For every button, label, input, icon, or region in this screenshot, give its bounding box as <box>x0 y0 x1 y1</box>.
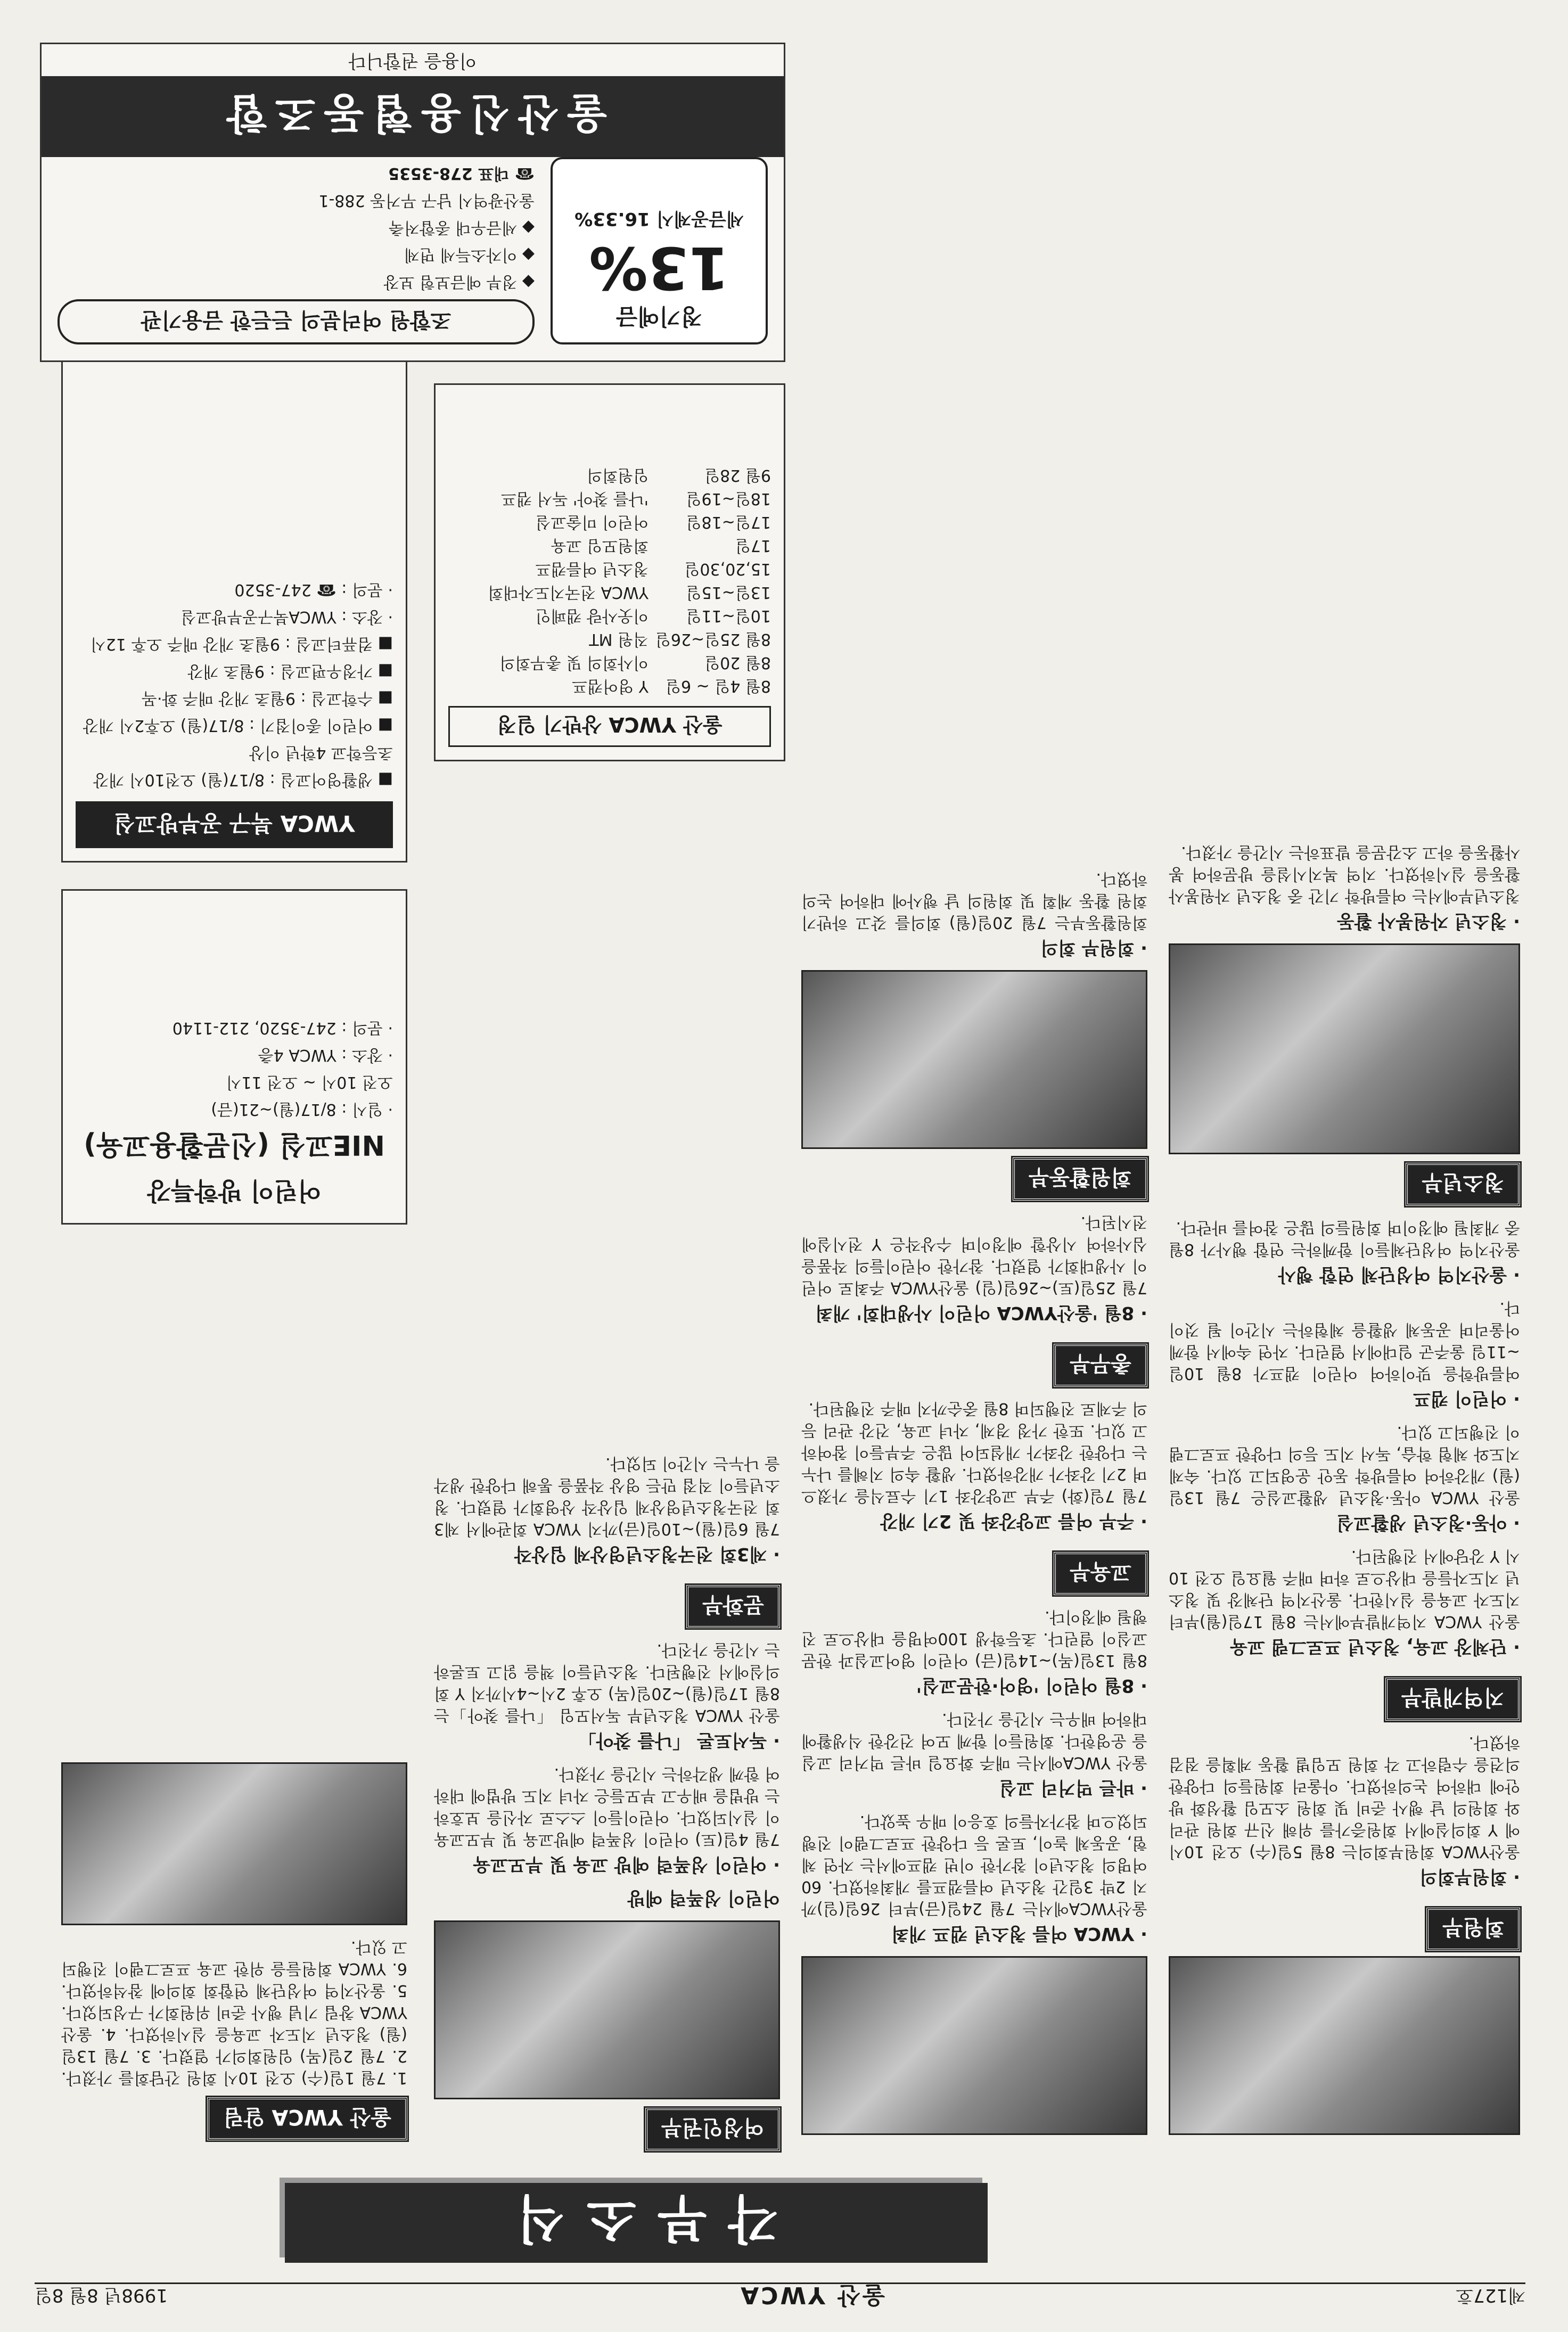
article-headline: · 울산지역 여성단체 연합 행사 <box>1278 1264 1520 1285</box>
article-headline: · 어린이 캠프 <box>1413 1388 1520 1409</box>
middle-column <box>801 863 1147 2172</box>
study-item: · 문의 : ☎ 247-3520 <box>234 580 393 599</box>
study-room-box <box>61 357 407 863</box>
meeting-photo <box>1169 1956 1520 2135</box>
section-tag: 청소년부 <box>1406 1163 1520 1206</box>
article-headline: · 청소년 자원봉사 활동 <box>1336 910 1520 932</box>
article-body: 7월 6일(월)~10일(금)까지 YWCA 회관에서 제3회 전국청소년영상제 입상작 상영회가 열렸다. 청소년들이 직접 만든 영상 작품을 통해 다양한 생각을 나누는 시간이 되었다. <box>434 1454 780 1538</box>
ad-item: ◆ 이자소득세 면제 <box>404 245 535 264</box>
ad-item: ◆ 정부 예금보험 보장 <box>383 273 535 291</box>
nie-place: · 장소 : YWCA 4층 <box>258 1046 393 1064</box>
article-body: 울산 YWCA에서는 매주 화요일 바른 먹거리 교실을 운영한다. 회원들이 함께 모여 건강한 식생활에 대하여 배우는 시간을 가진다. <box>801 1710 1147 1772</box>
section-tag: 지역개발부 <box>1385 1678 1520 1721</box>
rate-value: 13% <box>589 234 729 302</box>
schedule-row: 18일~19일 '나를 찾아' 독서 캠프 <box>501 489 771 508</box>
ad-address: 울산광역시 남구 무거동 288-1 <box>318 191 535 210</box>
article-body: 8월 13일(목)~14일(금) 어린이 영어교실과 한문교실이 열린다. 초등학생 100여명을 대상으로 진행될 예정이다. <box>801 1607 1147 1670</box>
page-header <box>35 2282 1525 2311</box>
youth-photo <box>1169 943 1520 1154</box>
study-item: ■ 어린이 종이접기 : 8/17(월) 오후2시 개강 <box>83 716 393 735</box>
article-headline: · 독서토론 「나를 찾아」 <box>578 1730 780 1751</box>
notice-body: 1. 7월 1일(수) 오전 10시 회원 간담회를 가졌다. 2. 7월 2일(목) 임원회의가 열렸다. 3. 7월 13일(월) 청소년 지도자 교육을 실시하였다. 4. 울산YWCA 창립 기념 행사 준비 위원회가 구성되었다. 5. 울산지역 여성단체 연합회 회의에 참석하였다. 6. YWCA 회원들을 위한 교육 프로그램이 진행되고 있다. <box>61 1937 407 2087</box>
left-column <box>1169 836 1520 2172</box>
article-body: 울산YWCA에서는 7월 24일(금)부터 26일(일)까지 2박 3일간 청소년 여름캠프를 개최하였다. 60여명의 청소년이 참가한 이번 캠프에서는 자연 체험, 공동체 놀이, 토론 등 다양한 프로그램이 진행되었으며 참가자들의 호응이 매우 높았다. <box>801 1812 1147 1918</box>
article-headline: · 8월 어린이 '영어·한문교실' <box>916 1675 1147 1696</box>
schedule-row: 9월 28일 임원회의 <box>587 466 771 485</box>
schedule-row: 15,20,30일 청소년 여름캠프 <box>535 560 771 578</box>
schedule-box <box>434 383 785 761</box>
schedule-title: 울산 YWCA 상반기 일정 <box>448 706 771 747</box>
rate-note: 세금공제시 16.33% <box>574 208 744 229</box>
right-column <box>434 1447 780 2172</box>
schedule-row: 17일~18일 어린이 미술교실 <box>535 513 771 531</box>
article-body: 7월 7일(화) 주부 교양강좌 1기 수료식을 가졌으며 2기 강좌가 개강하였다. 생활 속의 지혜를 나누는 다양한 강좌가 개설되어 많은 주부들이 참여하고 있다. 또한 가정 경제, 자녀 교육, 건강 관리 등의 주제로 진행되며 8월 중순까지 매주 진행된다. <box>801 1399 1147 1505</box>
article-body: 여름방학을 맞이하여 어린이 캠프가 8월 10일~11일 울주군 일대에서 열린다. 자연 속에서 함께 어울리며 공동체 생활을 체험하는 시간이 될 것이다. <box>1169 1299 1520 1383</box>
rate-box <box>551 157 768 344</box>
photo-caption: 어린이 성폭력 예방 <box>627 1887 780 1909</box>
workshop-photo <box>434 1920 780 2099</box>
ad-subtitle: 이용을 권합니다 <box>348 50 477 71</box>
article-headline: · 제3회 전국청소년영상제 입상작 <box>514 1543 780 1565</box>
schedule-row: 17일 회원모임 교육 <box>551 536 771 555</box>
article-body: 청소년부에서는 여름방학 기간 중 청소년 자원봉사 활동을 실시하였다. 지역 복지시설을 방문하여 봉사활동을 하고 소감문을 발표하는 시간을 가졌다. <box>1169 843 1520 905</box>
notice-tag: 울산 YWCA 알림 <box>207 2097 407 2140</box>
article-headline: · YWCA 여름 청소년 캠프 개최 <box>891 1923 1147 1944</box>
schedule-row: 10일~11일 이웃사랑 캠페인 <box>535 606 771 625</box>
article-headline: · 어린이 성폭력 예방 교육 및 부모교육 <box>473 1854 780 1875</box>
issue-date: 1998년 8월 8일 <box>35 2285 168 2306</box>
article-body: 울산지역 여성단체들이 함께하는 연합 행사가 8월 중 개최될 예정이며 회원들의 많은 참여를 바란다. <box>1169 1218 1520 1259</box>
schedule-row: 8월 20일 이사회의 및 총무회의 <box>499 653 771 672</box>
member-photo <box>801 970 1147 1149</box>
camp-photo <box>801 1956 1147 2135</box>
study-item: ■ 생활영어교실 : 8/17(월) 오전10시 개강 <box>93 770 393 789</box>
article-headline: · 아동·청소년 생활교실 <box>1336 1512 1520 1533</box>
nie-title: 어린이 방학특강 <box>147 1177 322 1205</box>
article-body: 7월 4일(토) 어린이 성폭력 예방교육 및 부모교육이 실시되었다. 어린이들이 스스로 자신을 보호하는 방법을 배우고 부모들은 자녀 지도 방법에 대하여 함께 생각하는 시간을 가졌다. <box>434 1764 780 1849</box>
banner-title: 각부소식 <box>495 2189 778 2249</box>
nie-contact: · 문의 : 247-3520, 212-1140 <box>172 1019 393 1037</box>
study-item: 초등학교 4학년 이상 <box>249 743 393 762</box>
article-headline: · 주부 여름 교양강좌 및 2기 개강 <box>880 1510 1147 1532</box>
rate-label: 정기예금 <box>615 303 703 330</box>
section-tag: 회원활동부 <box>1013 1157 1147 1201</box>
ad-title: 울산신용협동조합 <box>42 76 784 157</box>
section-tag: 회원부 <box>1426 1908 1520 1951</box>
article-body: 7월 25일(토)~26일(일) 울산YWCA 주최로 어린이 사생대회가 열렸다. 참가한 어린이들의 작품을 심사하여 시상할 예정이며 수상작은 Y 전시실에 전시된다. <box>801 1213 1147 1297</box>
article-body: 울산 YWCA 청소년부 독서모임 「나를 찾아」는 8월 17일(월)~20일(목) 오후 2시~4시까지 Y 회의실에서 진행된다. 청소년들이 책을 읽고 토론하는 시간을 가진다. <box>434 1640 780 1725</box>
study-room-title: YWCA 북구 공부방교실 <box>76 801 393 848</box>
study-item: · 장소 : YWCA북구공부방교실 <box>180 607 393 626</box>
issue-number: 제127호 <box>1456 2285 1525 2306</box>
schedule-row: 8월 4일 ~ 6일 Y 영어캠프 <box>572 677 771 695</box>
study-item: ■ 가정우편교실 : 9월초 개강 <box>187 662 393 680</box>
ad-item: ◆ 세금우대 종합저축 <box>389 218 535 237</box>
section-tag: 문화부 <box>686 1585 780 1628</box>
nie-class-box <box>61 889 407 1225</box>
notice-column <box>61 1762 407 2172</box>
article-headline: · 단체장 교육, 청소년 프로그램 교육 <box>1230 1636 1520 1657</box>
article-body: 울산 YWCA 지역개발부에서는 8월 17일(월)부터 지도자 교육을 실시한다. 울산지역 단체장 및 청소년 지도자들을 대상으로 하며 매주 월요일 오전 10시 Y 강당에서 진행된다. <box>1169 1547 1520 1631</box>
study-item: ■ 수학교실 : 9월초 개강 매주 화·목 <box>141 689 393 708</box>
credit-union-ad <box>40 43 785 362</box>
article-headline: · 회원부회의 <box>1419 1866 1520 1887</box>
article-headline: · 회원부 회의 <box>1040 937 1147 958</box>
article-body: 회원활동부는 7월 20일(월) 회의를 갖고 하반기 회원 활동 계획 및 회원의 날 행사에 대하여 논의하였다. <box>801 869 1147 932</box>
section-tag: 총무부 <box>1054 1344 1147 1387</box>
article-body: 울산YWCA 회원부회의는 8월 5일(수) 오전 10시에 Y 회의실에서 회원증가를 위해 신규 회원 관리와 회원의 날 행사 준비 및 회원 소모임 활성화 방안에 대하여 논의하였다. 아울러 회원들의 다양한 의견을 수렴하고 각 회원 모임별 활동 계획을 점검하였다. <box>1169 1733 1520 1861</box>
schedule-row: 13일~15일 YWCA 전국지도자대회 <box>488 583 771 602</box>
section-banner <box>285 2183 988 2263</box>
event-photo <box>61 1762 407 1925</box>
nie-date: · 일시 : 8/17(월)~21(금) <box>211 1100 393 1119</box>
ad-phone: ☎ 대표 278-3535 <box>388 164 535 183</box>
paper-name: 울산 YWCA <box>738 2281 885 2309</box>
schedule-row: 8월 25일~26일 직원 MT <box>589 630 771 648</box>
nie-subtitle: NIE교실 (신문활용교육) <box>84 1129 385 1161</box>
nie-time: 오전 10시 ~ 오전 11시 <box>226 1073 393 1091</box>
section-tag: 교육부 <box>1054 1552 1147 1595</box>
article-headline: · 8월 '울산YWCA 어린이 사생대회' 개최 <box>815 1302 1147 1324</box>
study-item: ■ 컴퓨터교실 : 9월초 개강 매주 오후 12시 <box>90 635 393 653</box>
ad-slogan: 조합원 여러분의 든든한 금융기관 <box>58 299 535 344</box>
article-headline: · 바른 먹거리 교실 <box>999 1777 1147 1799</box>
article-body: 울산 YWCA 아동·청소년 생활교실은 7월 13일(월) 개강하여 여름방학 동안 운영되고 있다. 숙제 지도와 체험 학습, 독서 지도 등의 다양한 프로그램이 진행되고 있다. <box>1169 1423 1520 1507</box>
section-tag: 여성인권부 <box>645 2108 780 2151</box>
